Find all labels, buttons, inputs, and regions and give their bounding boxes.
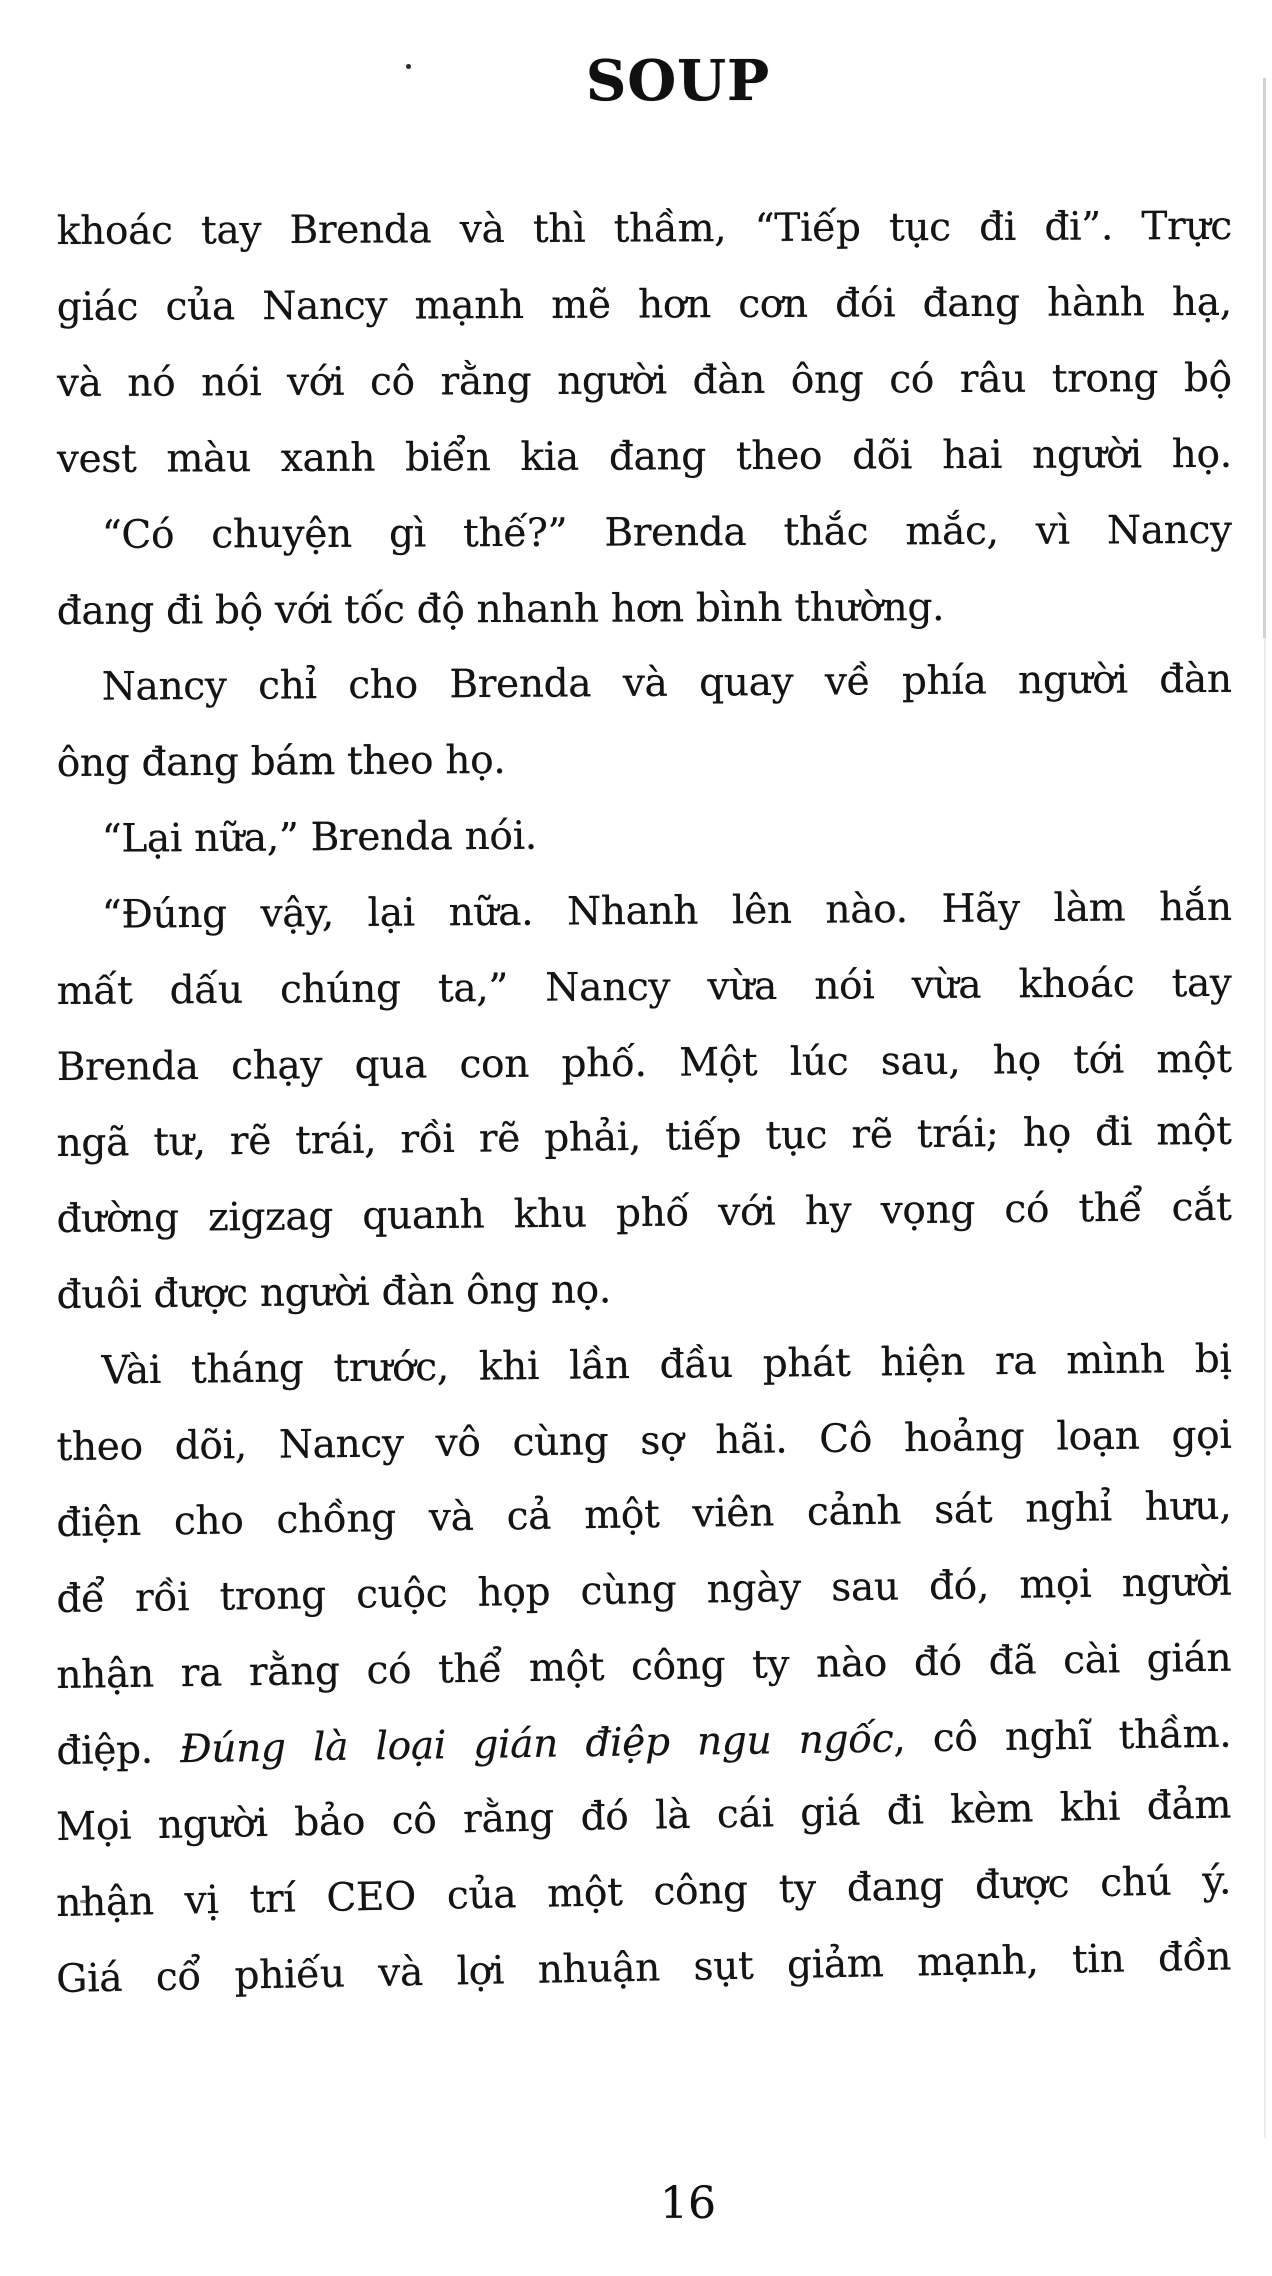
text-line: đuôi được người đàn ông nọ. bbox=[56, 1267, 612, 1319]
scan-edge-artifact bbox=[1263, 78, 1266, 638]
text-line: “Đúng vậy, lại nữa. Nhanh lên nào. Hãy làm hắn bbox=[101, 884, 1232, 938]
text-line: Mọi người bảo cô rằng đó là cái giá đi kèm khi đảm bbox=[55, 1782, 1232, 1851]
text-segment: điệp. bbox=[56, 1727, 181, 1775]
text-line: giác của Nancy mạnh mẽ hơn cơn đói đang hành hạ, bbox=[56, 279, 1232, 331]
scan-edge-artifact bbox=[1264, 638, 1266, 2138]
text-line: và nó nói với cô rằng người đàn ông có râu trong bộ bbox=[56, 355, 1232, 407]
page-body bbox=[57, 194, 1232, 2018]
text-line: điện cho chồng và cả một viên cảnh sát nghỉ hưu, bbox=[56, 1483, 1232, 1547]
text-line: ngã tư, rẽ trái, rồi rẽ phải, tiếp tục rẽ trái; họ đi một bbox=[56, 1108, 1232, 1167]
text-line: theo dõi, Nancy vô cùng sợ hãi. Cô hoảng loạn gọi bbox=[56, 1412, 1232, 1471]
italic-text-segment: Đúng là loại gián điệp ngu ngốc bbox=[179, 1716, 894, 1773]
text-line: ông đang bám theo họ. bbox=[56, 737, 506, 787]
text-line: Vài tháng trước, khi lần đầu phát hiện ra mình bị bbox=[101, 1336, 1232, 1394]
text-line: nhận ra rằng có thể một công ty nào đó đã cài gián bbox=[56, 1635, 1232, 1699]
text-line: để rồi trong cuộc họp cùng ngày sau đó, mọi người bbox=[56, 1559, 1232, 1623]
text-line: đang đi bộ với tốc độ nhanh hơn bình thường. bbox=[56, 585, 945, 635]
text-line: nhận vị trí CEO của một công ty đang được chú ý. bbox=[55, 1858, 1232, 1927]
text-line: Nancy chỉ cho Brenda và quay về phía người đàn bbox=[101, 656, 1232, 710]
text-line: Giá cổ phiếu và lợi nhuận sụt giảm mạnh, tin đồn bbox=[55, 1934, 1232, 2003]
text-line: “Lại nữa,” Brenda nói. bbox=[101, 813, 538, 862]
text-segment: , cô nghĩ thầm. bbox=[892, 1711, 1232, 1762]
text-line: khoác tay Brenda và thì thầm, “Tiếp tục đi đi”. Trực bbox=[56, 203, 1232, 255]
text-line: “Có chuyện gì thế?” Brenda thắc mắc, vì Nancy bbox=[101, 507, 1232, 558]
text-line: đường zigzag quanh khu phố với hy vọng có thể cắt bbox=[56, 1184, 1232, 1243]
text-line: Brenda chạy qua con phố. Một lúc sau, họ tới một bbox=[56, 1036, 1232, 1091]
text-line: vest màu xanh biển kia đang theo dõi hai người họ. bbox=[56, 431, 1232, 483]
text-line: mất dấu chúng ta,” Nancy vừa nói vừa khoác tay bbox=[56, 960, 1232, 1015]
page-number: 16 bbox=[660, 2178, 716, 2229]
chapter-title: SOUP bbox=[585, 48, 771, 114]
